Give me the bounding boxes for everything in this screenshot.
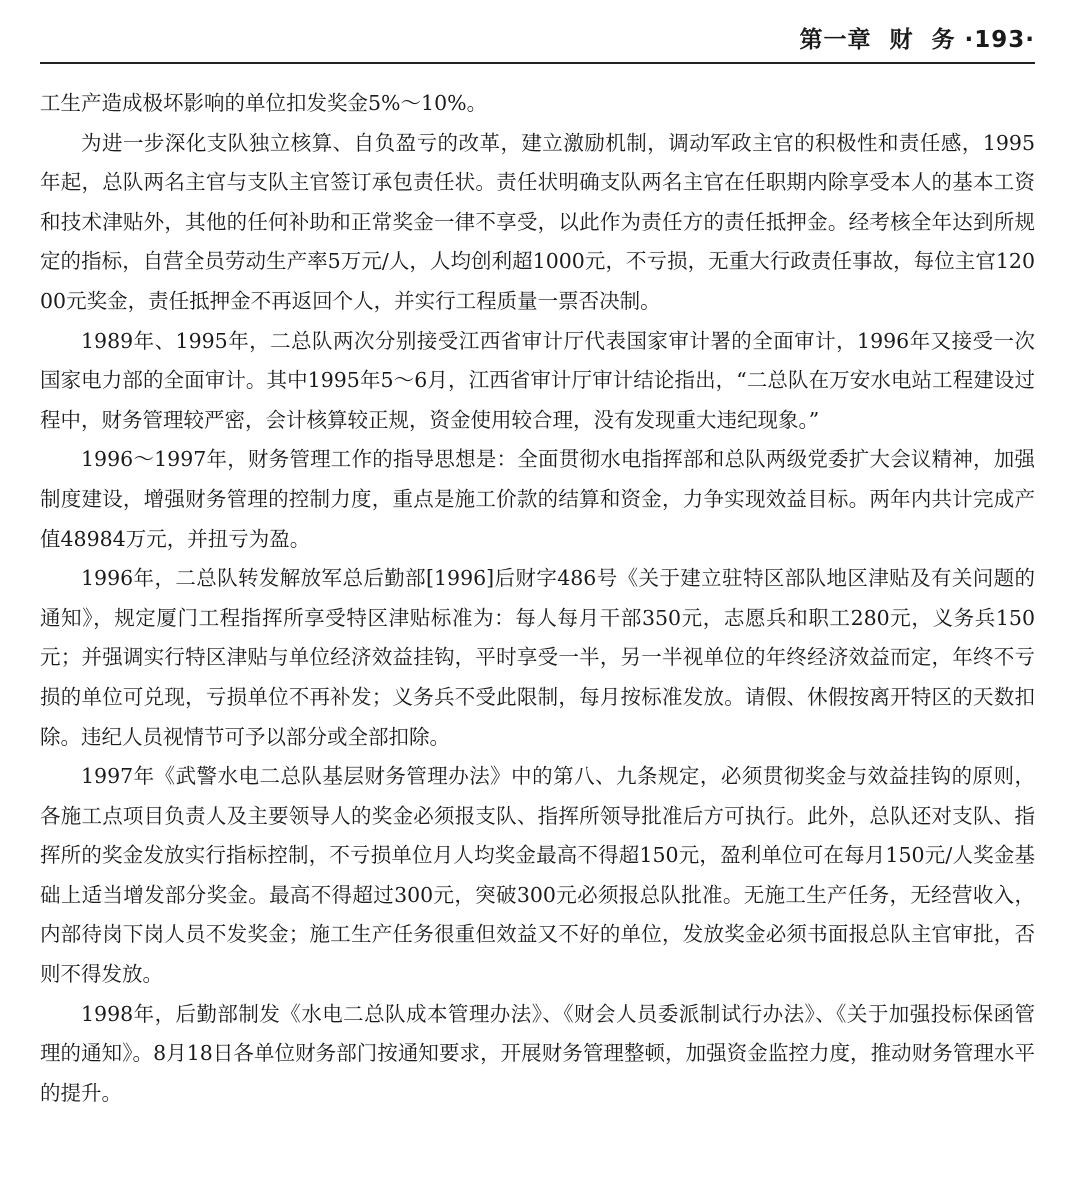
paragraph-special-zone-allowance: 1996年，二总队转发解放军总后勤部[1996]后财字486号《关于建立驻特区部队地区津贴及有关问题的通知》，规定厦门工程指挥所享受特区津贴标准为：每人每月干部350元，志愿兵和职工280元，义务兵150元；并强调实行特区津贴与单位经济效益挂钩，平时享受一半，另一半视单位的年终经济效益而定，年终不亏损的单位可兑现，亏损单位不再补发；义务兵不受此限制，每月按标准发放。请假、休假按离开特区的天数扣除。违纪人员视情节可予以部分或全部扣除。 (40, 566, 1035, 749)
paragraph-1996-1997-guidance: 1996～1997年，财务管理工作的指导思想是：全面贯彻水电指挥部和总队两级党委扩大会议精神，加强制度建设，增强财务管理的控制力度，重点是施工价款的结算和资金，力争实现效益目标。两年内共计完成产值48984万元，并扭亏为盈。 (40, 447, 1035, 551)
paragraph-incentive-mechanism: 为进一步深化支队独立核算、自负盈亏的改革，建立激励机制，调动军政主官的积极性和责任感，1995年起，总队两名主官与支队主官签订承包责任状。责任状明确支队两名主官在任职期内除享受本人的基本工资和技术津贴外，其他的任何补助和正常奖金一律不享受，以此作为责任方的责任抵押金。经考核全年达到所规定的指标，自营全员劳动生产率5万元/人，人均创利超1000元，不亏损，无重大行政责任事故，每位主官12000元奖金，责任抵押金不再返回个人，并实行工程质量一票否决制。 (40, 130, 1035, 313)
paragraph-continued: 工生产造成极坏影响的单位扣发奖金5%～10%。 (40, 91, 488, 115)
paragraph-audits: 1989年、1995年，二总队两次分别接受江西省审计厅代表国家审计署的全面审计，1996年又接受一次国家电力部的全面审计。其中1995年5～6月，江西省审计厅审计结论指出，“二总队在万安水电站工程建设过程中，财务管理较严密，会计核算较正规，资金使用较合理，没有发现重大违纪现象。” (40, 328, 1035, 432)
page-number: ·193· (964, 27, 1035, 53)
body-text (40, 84, 1035, 1113)
paragraph-1997-bonus-rules: 1997年《武警水电二总队基层财务管理办法》中的第八、九条规定，必须贯彻奖金与效益挂钩的原则，各施工点项目负责人及主要领导人的奖金必须报支队、指挥所领导批准后方可执行。此外，总队还对支队、指挥所的奖金发放实行指标控制，不亏损单位月人均奖金最高不得超150元，盈利单位可在每月150元/人奖金基础上适当增发部分奖金。最高不得超过300元，突破300元必须报总队批准。无施工生产任务，无经营收入，内部待岗下岗人员不发奖金；施工生产任务很重但效益又不好的单位，发放奖金必须书面报总队主官审批，否则不得发放。 (40, 764, 1035, 987)
chapter-title: 第一章 财 务 (799, 27, 956, 53)
running-header (40, 18, 1035, 64)
paragraph-1998-measures: 1998年，后勤部制发《水电二总队成本管理办法》、《财会人员委派制试行办法》、《关于加强投标保函管理的通知》。8月18日各单位财务部门按通知要求，开展财务管理整顿，加强资金监控力度，推动财务管理水平的提升。 (40, 1001, 1035, 1105)
